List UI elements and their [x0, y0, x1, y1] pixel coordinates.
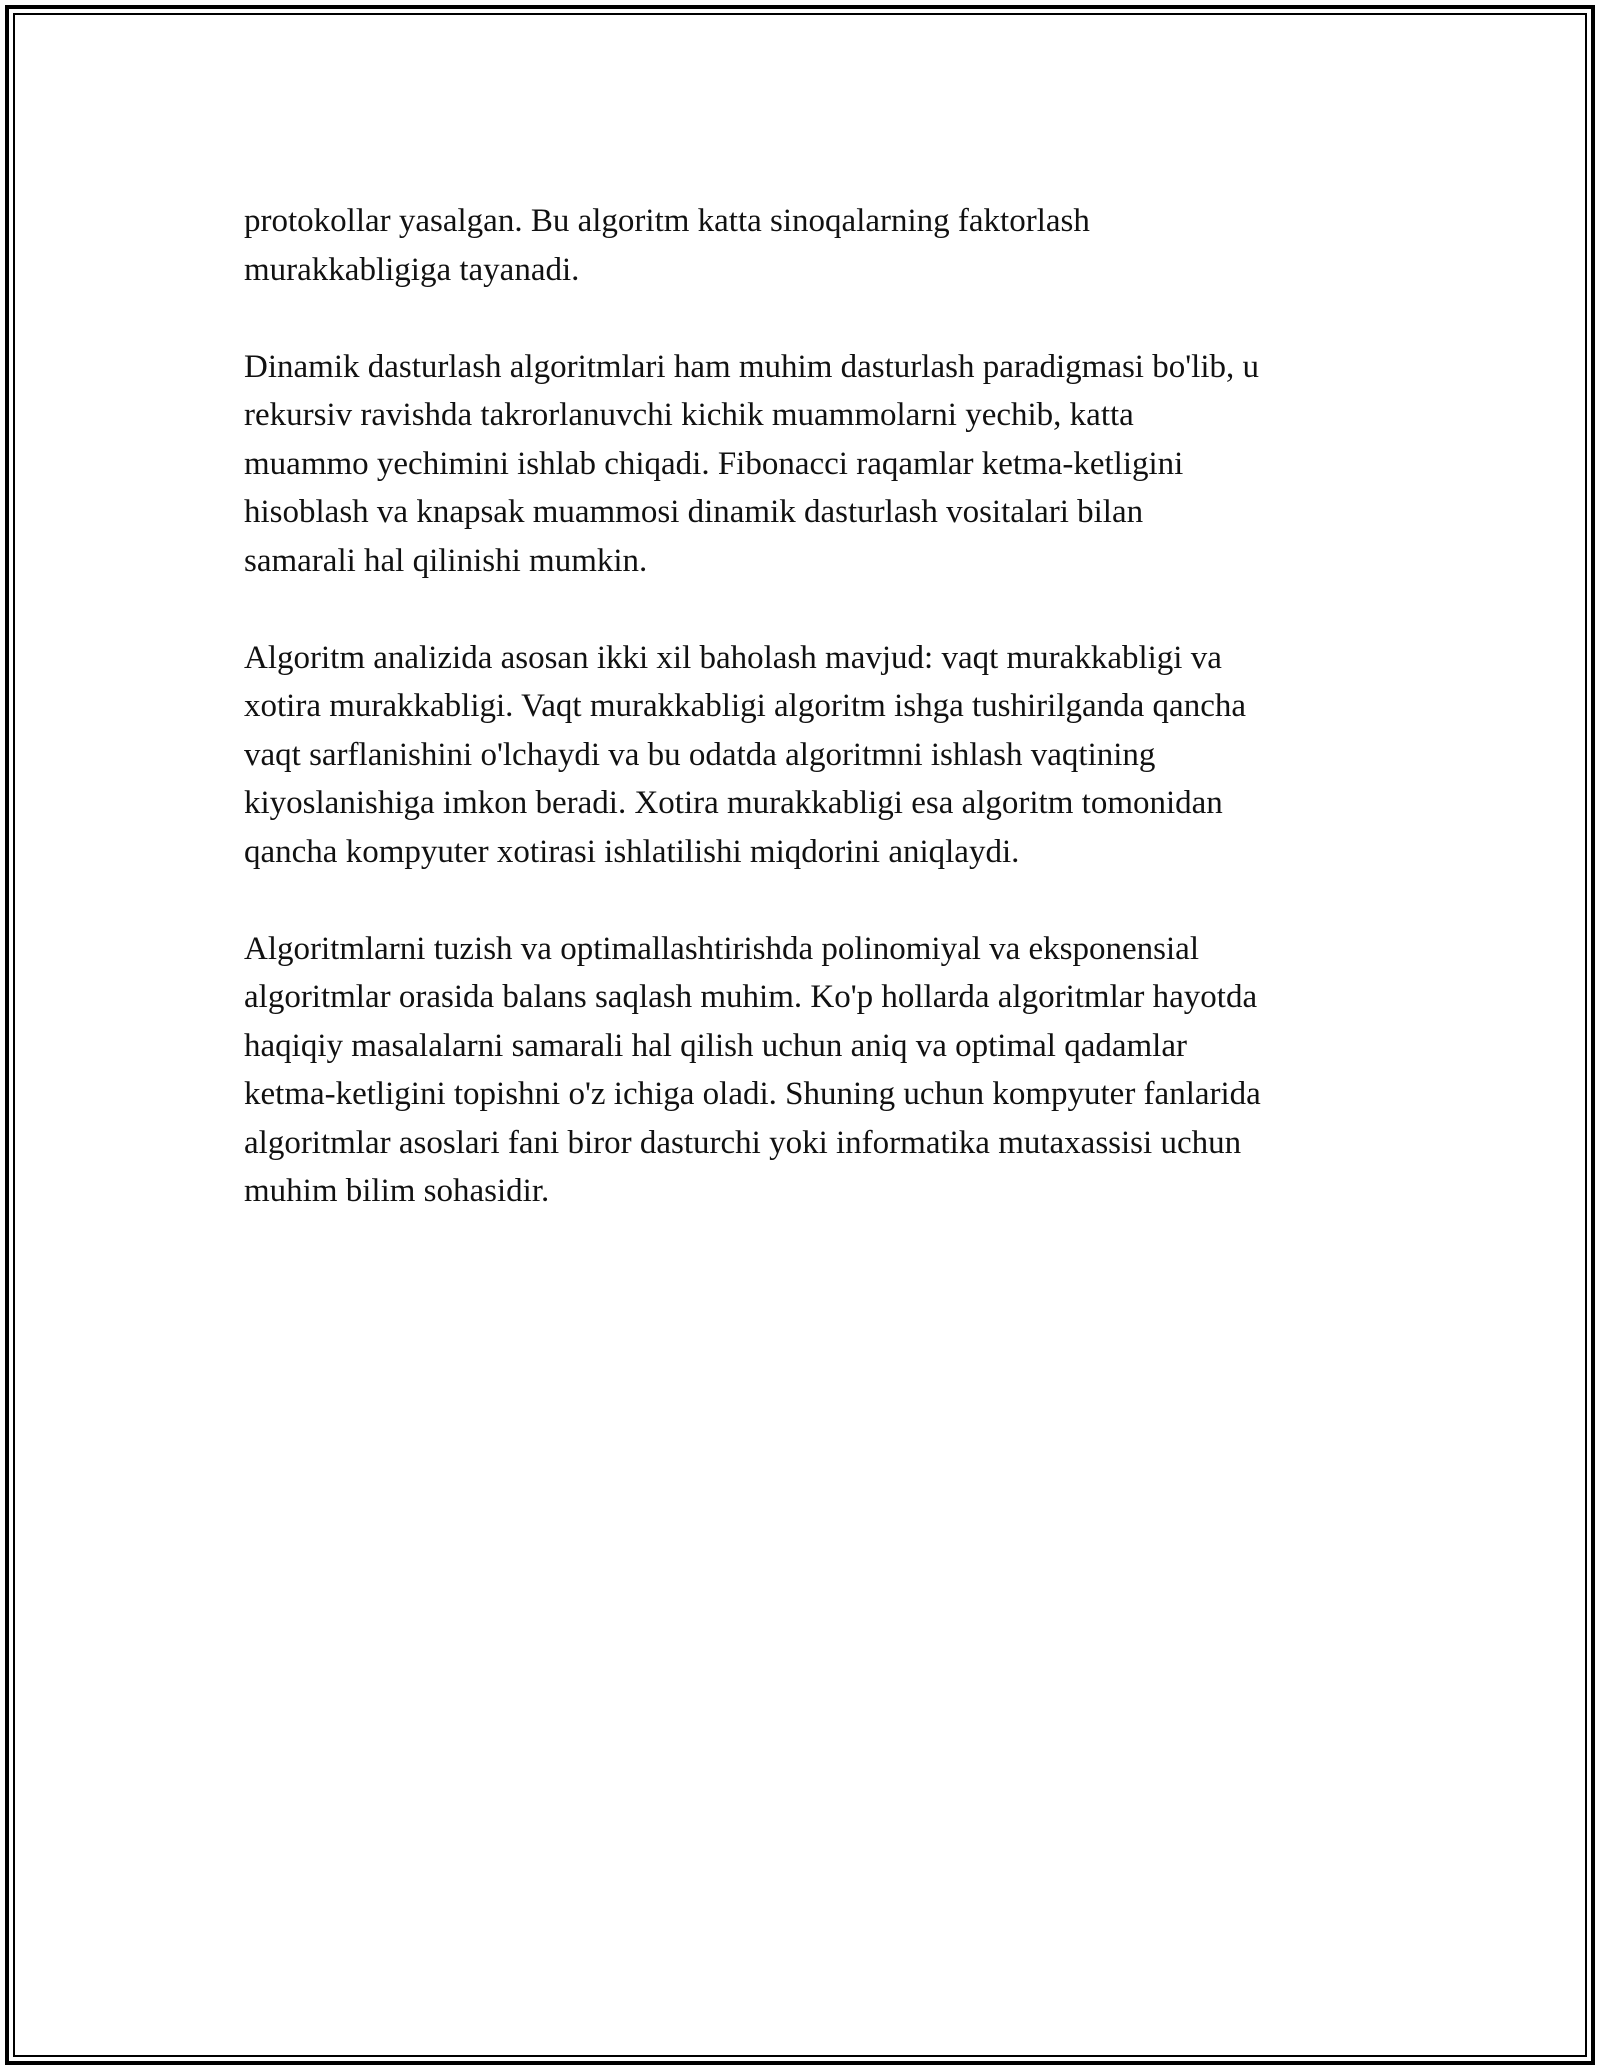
text-line: Algoritm analizida asosan ikki xil baholash mavjud: vaqt murakkabligi va [244, 639, 1222, 676]
text-line: xotira murakkabligi. Vaqt murakkabligi algoritm ishga tushirilganda qancha [244, 688, 1246, 724]
text-line: kiyoslanishiga imkon beradi. Xotira murakkabligi esa algoritm tomonidan [244, 785, 1223, 821]
paragraph-rsa-continuation [244, 197, 1394, 294]
text-line: Algoritmlarni tuzish va optimallashtirishda polinomiyal va eksponensial [244, 930, 1200, 967]
paragraph-optimization [244, 925, 1394, 1216]
text-line: haqiqiy masalalarni samarali hal qilish uchun aniq va optimal qadamlar [244, 1027, 1187, 1064]
text-line: algoritmlar asoslari fani biror dasturchi yoki informatika mutaxassisi uchun [244, 1124, 1242, 1161]
text-line: algoritmlar orasida balans saqlash muhim. Ko'p hollarda algoritmlar hayotda [244, 979, 1258, 1015]
text-line: muhim bilim sohasidir. [244, 1173, 550, 1209]
text-line: ketma-ketligini topishni o'z ichiga oladi. Shuning uchun kompyuter fanlarida [244, 1076, 1261, 1112]
text-line: rekursiv ravishda takrorlanuvchi kichik muammolarni yechib, katta [244, 397, 1134, 433]
text-line: qancha kompyuter xotirasi ishlatilishi miqdorini aniqlaydi. [244, 833, 1020, 870]
text-line: hisoblash va knapsak muammosi dinamik dasturlash vositalari bilan [244, 494, 1144, 530]
text-line: murakkabligiga tayanadi. [244, 251, 580, 288]
page-frame [5, 5, 1595, 2065]
text-line: samarali hal qilinishi mumkin. [244, 542, 648, 579]
document-body [244, 197, 1394, 1264]
text-line: vaqt sarflanishini o'lchaydi va bu odatda algoritmni ishlash vaqtining [244, 736, 1156, 773]
paragraph-algorithm-analysis [244, 634, 1394, 877]
text-line: muammo yechimini ishlab chiqadi. Fibonacci raqamlar ketma-ketligini [244, 445, 1184, 482]
text-line: Dinamik dasturlash algoritmlari ham muhim dasturlash paradigmasi bo'lib, u [244, 348, 1260, 385]
paragraph-dynamic-programming [244, 343, 1394, 586]
text-line: protokollar yasalgan. Bu algoritm katta sinoqalarning faktorlash [244, 203, 1090, 239]
